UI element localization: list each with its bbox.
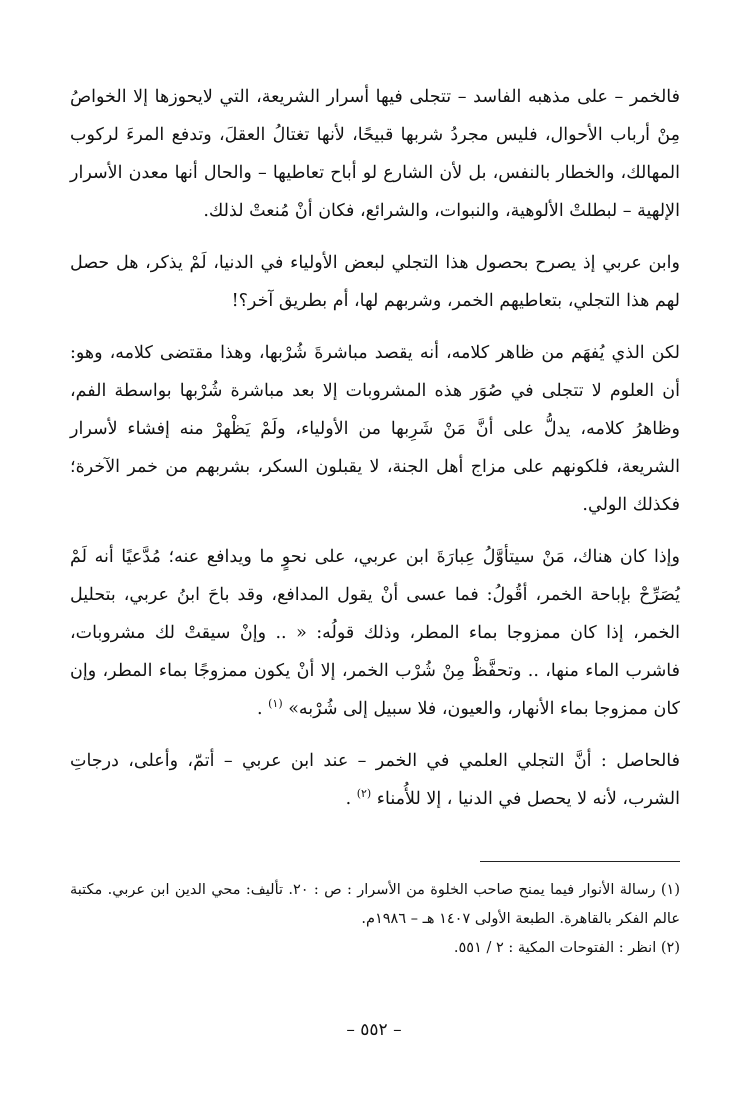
paragraph-5-text: فالحاصل : أنَّ التجلي العلمي في الخمر – عند ابن عربي – أتمّ، وأعلى، درجاتِ الشرب، لأنه لا يحصل في الدنيا ، إلا للأُمناء — [70, 751, 680, 809]
footnote-2-number: (٢) — [660, 940, 680, 956]
footnote-1 — [70, 876, 680, 934]
paragraph-1: فالخمر – على مذهبه الفاسد – تتجلى فيها أسرار الشريعة، التي لايحوزها إلا الخواصُ مِنْ أرباب الأحوال، فليس مجردُ شربها قبيحًا، لأنها تغتالُ العقلَ، وتدفع المرءَ لركوب المهالك، والخطار بالنفس، بل لأن الشارع لو أباح تعاطيها – والحال أنها معدن الأسرار الإلهية – لبطلتْ الألوهية، والنبوات، والشرائع، فكان أنْ مُنعتْ لذلك. — [70, 87, 680, 221]
footnote-1-text: رسالة الأنوار فيما يمنح صاحب الخلوة من الأسرار : ص : ٢٠. تأليف: محي الدين ابن عربي. مكتبة عالم الفكر بالقاهرة. الطبعة الأولى ١٤٠٧ هـ – ١٩٨٦م. — [70, 882, 680, 927]
footnote-ref-2: (٢) — [356, 787, 372, 801]
page-body — [70, 78, 680, 1078]
paragraph-5: فالحاصل : أنَّ التجلي العلمي في الخمر – عند ابن عربي – أتمّ، وأعلى، درجاتِ الشرب، لأنه لا يحصل في الدنيا ، إلا للأُمناء $^{(٢)}$ . — [70, 751, 680, 809]
paragraph-2: وابن عربي إذ يصرح بحصول هذا التجلي لبعض الأولياء في الدنيا، لَمْ يذكر، هل حصل لهم هذا التجلي، بتعاطيهم الخمر، وشربهم لها، أم بطريق آخر؟! — [70, 253, 680, 311]
paragraph-3: لكن الذي يُفهَم من ظاهر كلامه، أنه يقصد مباشرةَ شُرْبها، وهذا مقتضى كلامه، وهو: أن العلوم لا تتجلى في صُوَر هذه المشروبات إلا بعد مباشرة شُرْبها بواسطة الفم، وظاهرُ كلامه، يدلُّ على أنَّ مَنْ شَرِبها من الأولياء، ولَمْ يَظْهرْ منه إفشاء لأسرار الشريعة، فلكونهم على مزاج أهل الجنة، لا يقبلون السكر، بشربهم من خمر الآخرة؛ فكذلك الولي. — [70, 343, 680, 515]
footnote-ref-1: (١) — [268, 697, 283, 711]
footnote-2 — [70, 934, 680, 963]
paragraph-4: وإذا كان هناك، مَنْ سيتأوَّلُ عِبارَةَ ابن عربي، على نحوٍ ما ويدافع عنه؛ مُدَّعيًا أنه لَمْ يُصَرِّحْ بإباحة الخمر، أقُولُ: فما عسى أنْ يقول المدافع، وقد باحَ ابنُ عربي، بتحليل الخمر، إذا كان ممزوجا بماء المطر، وذلك قولُه: « .. وإنْ سيقتْ لك مشروبات، فاشرب الماء منها، .. وتحفَّظْ مِنْ شُرْب الخمر، إلا أنْ يكون ممزوجًا بماء المطر، وإن كان ممزوجا بماء الأنهار، والعيون، فلا سبيل إلى شُرْبه» $^{(١)}$ . — [70, 547, 680, 719]
footnote-1-number: (١) — [660, 882, 680, 898]
footnote-2-text: انظر : الفتوحات المكية : ٢ / ٥٥١. — [453, 940, 657, 956]
page-number: – ٥٥٢ – — [346, 1020, 402, 1040]
footnotes — [70, 876, 680, 963]
footnote-separator — [480, 861, 680, 862]
paragraph-4-text: وإذا كان هناك، مَنْ سيتأوَّلُ عِبارَةَ ابن عربي، على نحوٍ ما ويدافع عنه؛ مُدَّعيًا أنه لَمْ يُصَرِّحْ بإباحة الخمر، أقُولُ: فما عسى أنْ يقول المدافع، وقد باحَ ابنُ عربي، بتحليل الخمر، إذا كان ممزوجا بماء المطر، وذلك قولُه: « .. وإنْ سيقتْ لك مشروبات، فاشرب الماء منها، .. وتحفَّظْ مِنْ شُرْب الخمر، إلا أنْ يكون ممزوجًا بماء المطر، وإن كان ممزوجا بماء الأنهار، والعيون، فلا سبيل إلى شُرْبه» — [70, 547, 680, 719]
